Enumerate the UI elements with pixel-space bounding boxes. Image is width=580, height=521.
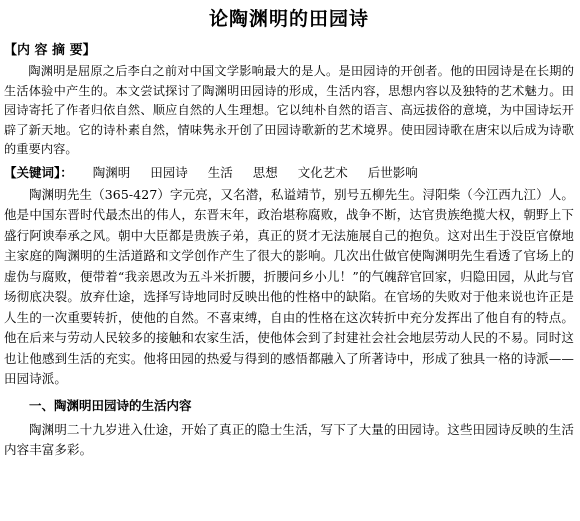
keywords-line: [4, 163, 574, 183]
section-heading: 一、陶渊明田园诗的生活内容: [29, 397, 192, 413]
keyword-item: 后世影响: [367, 164, 418, 180]
keyword-item: 生活: [207, 164, 233, 180]
keyword-item: 田园诗: [150, 164, 188, 180]
abstract-heading: 【内 容 摘 要】: [4, 43, 96, 58]
keyword-item: 陶渊明: [92, 164, 131, 180]
abstract-text: 陶渊明是屈原之后李白之前对中国文学影响最大的是人。是田园诗的开创者。他的田园诗是在长期的生活体验中产生的。本文尝试探讨了陶渊明田园诗的形成，生活内容，思想内容以及独特的艺术魅力。田园诗寄托了作者归依自然、顺应自然的人生理想。它以纯朴自然的语言、高远拔俗的意境，为中国诗坛开辟了新天地。它的诗朴素自然，情味隽永开创了田园诗歌新的艺术境界。使田园诗歌在唐宋以后成为诗歌的重要内容。: [4, 64, 574, 157]
section-paragraph: 陶渊明二十九岁进入仕途，开始了真正的隐士生活，写下了大量的田园诗。这些田园诗反映的生活内容丰富多彩。: [4, 421, 574, 458]
document-title: 论陶渊明的田园诗: [208, 8, 369, 30]
keyword-item: 文化艺术: [297, 164, 348, 180]
intro-paragraph: 陶渊明先生（365-427）字元亮，又名潜，私谥靖节，别号五柳先生。浔阳柴（今江西九江）人。他是中国东晋时代最杰出的伟人，东晋末年，政治堪称腐败，战争不断，达官贵族绝揽大权，朝野上下盛行阿谀奉承之风。朝中大臣都是贵族子弟，真正的贤才无法施展自己的抱负。这对出生于没臣官僚地主家庭的陶渊明的生活道路和文学创作产生了很大的影响。几次出仕做官使陶渊明先生看透了官场上的虚伪与腐败，便带着“我亲恩改为五斗米折腰，折腰问乡小儿！”的气魄辞官回家，归隐田园，从此与官场彻底决裂。放弃仕途，选择写诗地同时反映出他的性格中的缺陷。在官场的失败对于他来说也许正是人生的一次重要转折，使他的自然。不喜束缚，自由的性格在这次转折中充分发挥出了他自有的特点。他在后来与劳动人民较多的接触和农家生活，使他体会到了封建社会社会地层劳动人民的不易。同时这也让他感到生活的充实。他将田园的热爱与得到的感悟都融入了所著诗中，形成了独具一格的诗派——田园诗派。: [4, 186, 574, 387]
keyword-item: 思想: [252, 164, 278, 180]
keywords-label: 【关键词】：: [4, 164, 73, 180]
